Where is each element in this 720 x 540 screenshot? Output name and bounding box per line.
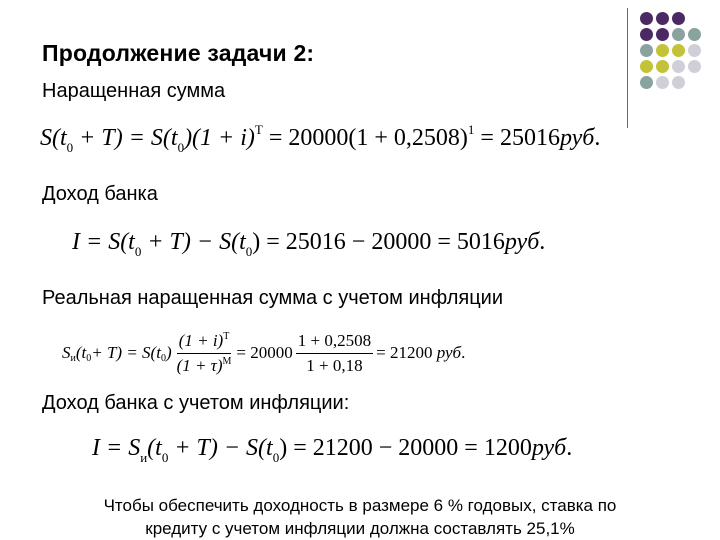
fraction-inflation-factor: $\frac{(1 + i)^T}{(1 + \tau)^M}$ bbox=[176, 330, 232, 375]
decorative-dot bbox=[688, 28, 701, 41]
decorative-dot bbox=[656, 76, 669, 89]
decorative-divider bbox=[627, 8, 628, 128]
decorative-dot bbox=[656, 12, 669, 25]
decorative-dot bbox=[672, 60, 685, 73]
decorative-dot bbox=[640, 12, 653, 25]
decorative-dot bbox=[640, 28, 653, 41]
label-bank-income: Доход банка bbox=[42, 183, 158, 205]
decorative-dot bbox=[688, 44, 701, 57]
decorative-dot bbox=[640, 76, 653, 89]
decorative-dot bbox=[640, 44, 653, 57]
decorative-dot bbox=[688, 60, 701, 73]
formula-bank-income: $I = S(t_0 + T) - S(t_0) = 25016 - 20000 = 5016руб$. bbox=[72, 229, 546, 259]
decorative-dot bbox=[656, 44, 669, 57]
decorative-dot bbox=[672, 28, 685, 41]
fraction-numeric: $\frac{1 + 0,2508}{1 + 0,18}$ bbox=[297, 330, 372, 375]
formula-real-accrued-sum: S и (t 0 + T) = S(t 0 ) $\frac{(1 + i)^T}{(1 + \tau)^M}$ = 20000 $\frac{1 + 0,2508}{1 + 0,18}$ = 21200 руб . bbox=[62, 330, 466, 375]
label-income-with-inflation: Доход банка с учетом инфляции: bbox=[42, 392, 350, 414]
decorative-dot bbox=[672, 44, 685, 57]
conclusion-line-2: кредиту с учетом инфляции должна составлять 25,1% bbox=[145, 519, 575, 538]
decorative-dot bbox=[656, 28, 669, 41]
decorative-dot bbox=[672, 76, 685, 89]
decorative-dot bbox=[640, 60, 653, 73]
label-real-accrued-sum: Реальная наращенная сумма с учетом инфляции bbox=[42, 287, 504, 309]
conclusion-line-1: Чтобы обеспечить доходность в размере 6 % годовых, ставка по bbox=[103, 496, 617, 515]
slide-title: Продолжение задачи 2: bbox=[42, 40, 315, 66]
formula-accrued-sum: $S(t_0 + T) = S(t_0)(1 + i)^T = 20000(1 + 0,2508)^1 = 25016руб$. bbox=[40, 122, 601, 155]
formula-income-with-inflation: $I = S_и(t_0 + T) - S(t_0) = 21200 - 20000 = 1200руб$. bbox=[92, 435, 573, 465]
conclusion-text bbox=[40, 494, 680, 540]
decorative-dot bbox=[656, 60, 669, 73]
label-accrued-sum: Наращенная сумма bbox=[42, 80, 226, 102]
decorative-dot bbox=[672, 12, 685, 25]
